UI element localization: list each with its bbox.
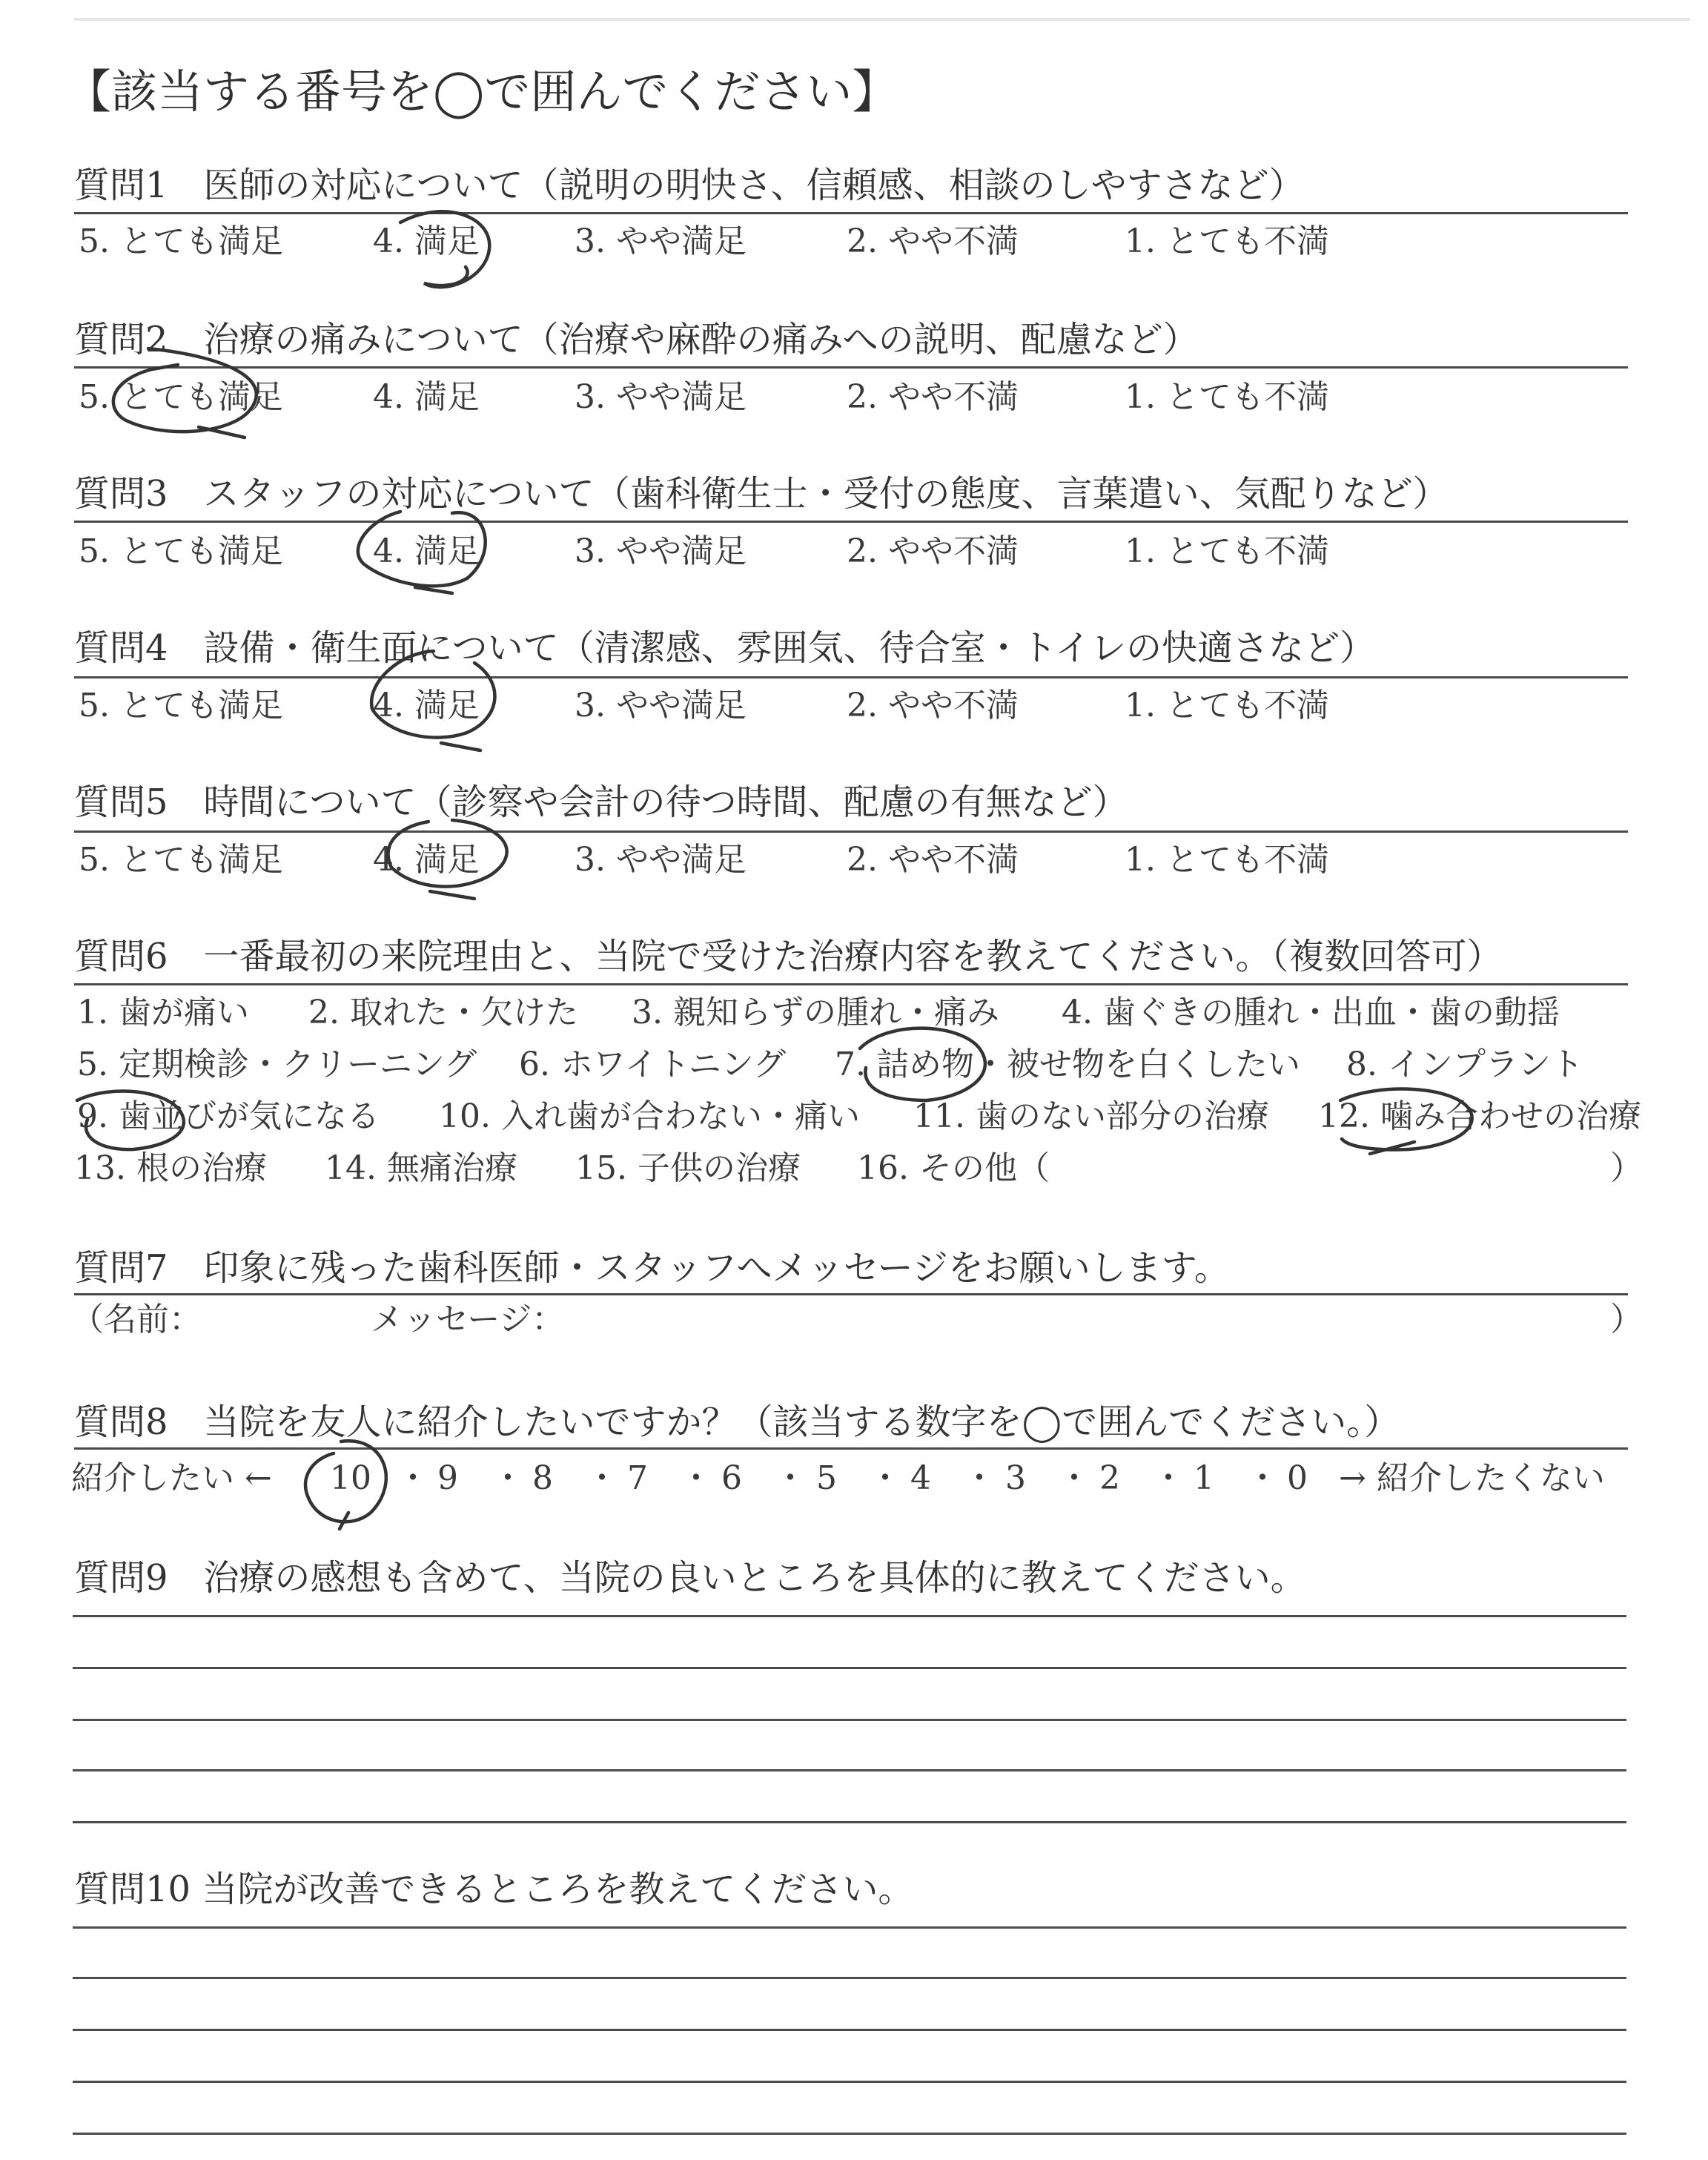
q4-title: 質問4 設備・衛生面について（清潔感、雰囲気、待合室・トイレの快適さなど） bbox=[74, 627, 1376, 669]
q8-scale-5[interactable]: 5 bbox=[816, 1459, 837, 1497]
q8-separator: ・ bbox=[491, 1459, 524, 1497]
q2-option-5[interactable]: 5. とても満足 bbox=[79, 378, 283, 416]
q7-close: ） bbox=[1610, 1301, 1643, 1338]
q10-writing-line bbox=[73, 2133, 1626, 2135]
q8-title: 質問8 当院を友人に紹介したいですか？（該当する数字を◯で囲んでください。） bbox=[74, 1401, 1400, 1443]
q3-option-2[interactable]: 2. やや不満 bbox=[847, 532, 1019, 570]
q1-option-4[interactable]: 4. 満足 bbox=[373, 222, 480, 260]
q10-title: 質問10 当院が改善できるところを教えてください。 bbox=[74, 1869, 914, 1910]
q5-option-4[interactable]: 4. 満足 bbox=[373, 841, 480, 879]
q8-separator: ・ bbox=[869, 1459, 901, 1497]
q7-title: 質問7 印象に残った歯科医師・スタッフへメッセージをお願いします。 bbox=[74, 1247, 1230, 1289]
q8-scale-2[interactable]: 2 bbox=[1099, 1459, 1120, 1497]
q9-title: 質問9 治療の感想も含めて、当院の良いところを具体的に教えてください。 bbox=[74, 1557, 1306, 1599]
q8-scale-3[interactable]: 3 bbox=[1005, 1459, 1026, 1497]
scan-top-edge bbox=[74, 18, 1690, 21]
q9-writing-line bbox=[73, 1667, 1626, 1669]
q3-option-5[interactable]: 5. とても満足 bbox=[79, 532, 283, 570]
q10-writing-line bbox=[73, 1926, 1626, 1929]
q10-writing-line bbox=[73, 1977, 1626, 1979]
q2-option-1[interactable]: 1. とても不満 bbox=[1125, 378, 1329, 416]
q8-scale-7[interactable]: 7 bbox=[627, 1459, 648, 1497]
q8-separator: ・ bbox=[680, 1459, 712, 1497]
q6-option-14[interactable]: 14. 無痛治療 bbox=[325, 1149, 517, 1187]
q3-title: 質問3 スタッフの対応について（歯科衛生士・受付の態度、言葉遣い、気配りなど） bbox=[74, 473, 1449, 515]
q8-separator: ・ bbox=[963, 1459, 996, 1497]
q6-option-10[interactable]: 10. 入れ歯が合わない・痛い bbox=[439, 1097, 860, 1135]
q2-option-4[interactable]: 4. 満足 bbox=[373, 378, 480, 416]
q9-writing-line bbox=[73, 1719, 1626, 1721]
q6-answer-tail-12 bbox=[1370, 1142, 1414, 1154]
q8-scale-0[interactable]: 0 bbox=[1287, 1459, 1308, 1497]
q8-scale-1[interactable]: 1 bbox=[1194, 1459, 1214, 1497]
q4-option-4[interactable]: 4. 満足 bbox=[373, 687, 480, 724]
q8-scale-6[interactable]: 6 bbox=[721, 1459, 742, 1497]
q6-option-16[interactable]: 16. その他（ bbox=[857, 1149, 1050, 1187]
q5-rule bbox=[74, 830, 1628, 833]
q6-title: 質問6 一番最初の来院理由と、当院で受けた治療内容を教えてください。（複数回答可） bbox=[74, 936, 1503, 977]
q8-scale-8[interactable]: 8 bbox=[532, 1459, 553, 1497]
q8-separator: ・ bbox=[1058, 1459, 1090, 1497]
q1-option-3[interactable]: 3. やや満足 bbox=[575, 222, 747, 260]
q6-option-4[interactable]: 4. 歯ぐきの腫れ・出血・歯の動揺 bbox=[1062, 994, 1560, 1031]
q3-answer-tail bbox=[415, 587, 452, 593]
q5-option-2[interactable]: 2. やや不満 bbox=[847, 841, 1019, 879]
q2-title: 質問2 治療の痛みについて（治療や麻酔の痛みへの説明、配慮など） bbox=[74, 319, 1199, 360]
q5-option-3[interactable]: 3. やや満足 bbox=[575, 841, 747, 879]
q6-option-3[interactable]: 3. 親知らずの腫れ・痛み bbox=[632, 994, 999, 1031]
q8-right-label: → 紹介したくない bbox=[1339, 1459, 1605, 1497]
q1-option-5[interactable]: 5. とても満足 bbox=[79, 222, 283, 260]
q4-answer-tail bbox=[441, 743, 480, 750]
q4-rule bbox=[74, 676, 1628, 678]
q1-rule bbox=[74, 212, 1628, 214]
q6-option-2[interactable]: 2. 取れた・欠けた bbox=[308, 994, 578, 1031]
q8-separator: ・ bbox=[774, 1459, 807, 1497]
q8-separator: ・ bbox=[1246, 1459, 1279, 1497]
q3-rule bbox=[74, 521, 1628, 523]
q2-rule bbox=[74, 366, 1628, 369]
q6-option-7[interactable]: 7. 詰め物・被せ物を白くしたい bbox=[835, 1046, 1300, 1083]
q8-rule bbox=[74, 1447, 1628, 1450]
q6-option-15[interactable]: 15. 子供の治療 bbox=[575, 1149, 801, 1187]
q5-option-1[interactable]: 1. とても不満 bbox=[1125, 841, 1329, 879]
q4-option-3[interactable]: 3. やや満足 bbox=[575, 687, 747, 724]
q6-option-8[interactable]: 8. インプラント bbox=[1346, 1046, 1583, 1083]
instruction-header: 【該当する番号を◯で囲んでください】 bbox=[65, 65, 898, 119]
q4-option-2[interactable]: 2. やや不満 bbox=[847, 687, 1019, 724]
q2-option-2[interactable]: 2. やや不満 bbox=[847, 378, 1019, 416]
q3-option-1[interactable]: 1. とても不満 bbox=[1125, 532, 1329, 570]
q1-option-1[interactable]: 1. とても不満 bbox=[1125, 222, 1329, 260]
q9-writing-line bbox=[73, 1615, 1626, 1617]
q6-option-13[interactable]: 13. 根の治療 bbox=[74, 1149, 267, 1187]
q8-scale-10[interactable]: 10 bbox=[330, 1459, 371, 1497]
q4-option-1[interactable]: 1. とても不満 bbox=[1125, 687, 1329, 724]
q5-option-5[interactable]: 5. とても満足 bbox=[79, 841, 283, 879]
q6-option-5[interactable]: 5. 定期検診・クリーニング bbox=[77, 1046, 477, 1083]
q2-option-3[interactable]: 3. やや満足 bbox=[575, 378, 747, 416]
q3-option-4[interactable]: 4. 満足 bbox=[373, 532, 480, 570]
q9-writing-line bbox=[73, 1821, 1626, 1823]
q9-writing-line bbox=[73, 1769, 1626, 1771]
q8-separator: ・ bbox=[1152, 1459, 1185, 1497]
q6-option-11[interactable]: 11. 歯のない部分の治療 bbox=[913, 1097, 1269, 1135]
q4-option-5[interactable]: 5. とても満足 bbox=[79, 687, 283, 724]
q6-option-9[interactable]: 9. 歯並びが気になる bbox=[77, 1097, 380, 1135]
q7-name-label: （名前： bbox=[71, 1301, 202, 1338]
q6-option-12[interactable]: 12. 噛み合わせの治療 bbox=[1318, 1097, 1641, 1135]
q2-answer-tail bbox=[199, 427, 245, 437]
q7-rule bbox=[74, 1293, 1628, 1295]
q3-option-3[interactable]: 3. やや満足 bbox=[575, 532, 747, 570]
q8-left-label: 紹介したい ← bbox=[71, 1459, 272, 1497]
q1-title: 質問1 医師の対応について（説明の明快さ、信頼感、相談のしやすさなど） bbox=[74, 165, 1305, 206]
q8-separator: ・ bbox=[586, 1459, 618, 1497]
q5-title: 質問5 時間について（診察や会計の待つ時間、配慮の有無など） bbox=[74, 782, 1128, 823]
q8-separator: ・ bbox=[397, 1459, 429, 1497]
q8-scale-9[interactable]: 9 bbox=[437, 1459, 458, 1497]
q8-answer-tail bbox=[340, 1513, 348, 1529]
q6-other-close: ） bbox=[1610, 1149, 1643, 1187]
q7-message-label: メッセージ： bbox=[371, 1301, 565, 1338]
q10-writing-line bbox=[73, 2029, 1626, 2031]
q6-option-6[interactable]: 6. ホワイトニング bbox=[519, 1046, 787, 1083]
q6-rule bbox=[74, 983, 1628, 985]
q6-option-1[interactable]: 1. 歯が痛い bbox=[77, 994, 249, 1031]
q10-writing-line bbox=[73, 2081, 1626, 2083]
q5-answer-tail bbox=[430, 891, 474, 899]
q8-scale-4[interactable]: 4 bbox=[910, 1459, 931, 1497]
q1-option-2[interactable]: 2. やや不満 bbox=[847, 222, 1019, 260]
